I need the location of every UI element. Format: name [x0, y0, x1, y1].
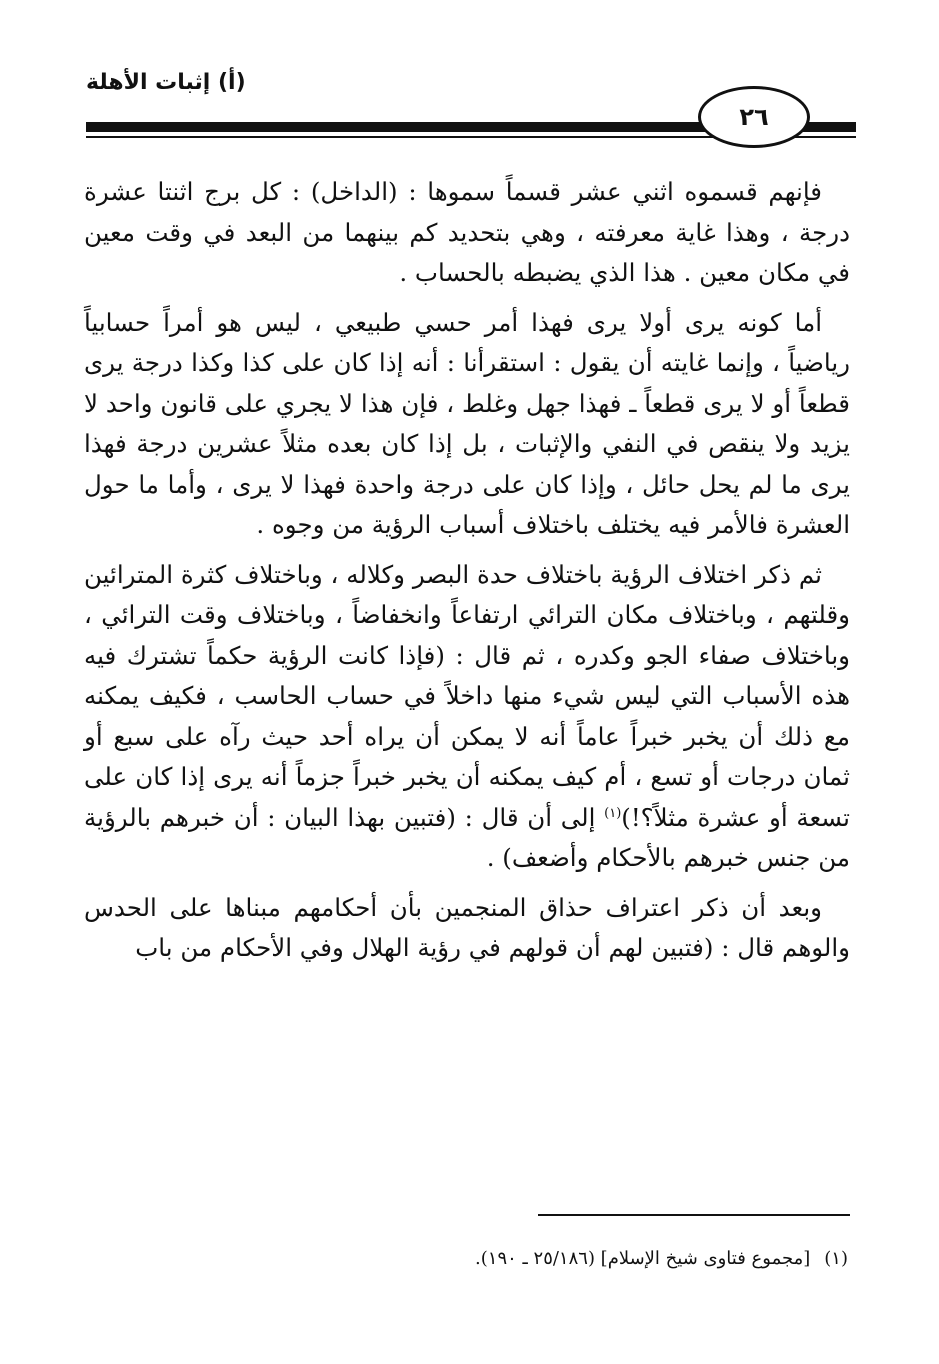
paragraph-1: فإنهم قسموه اثني عشر قسماً سموها : (الداخل) : كل برج اثنتا عشرة درجة ، وهذا غاية معرفته ، وهي بتحديد كم بينهما من البعد في وقت معين في مكان معين . هذا الذي يضبطه بالحساب .: [84, 177, 850, 287]
footnote-reference: (١): [604, 805, 622, 821]
paragraph-4: وبعد أن ذكر اعتراف حذاق المنجمين بأن أحكامهم مبناها على الحدس والوهم قال : (فتبين لهم أن قولهم في رؤية الهلال وفي الأحكام من باب: [84, 892, 850, 962]
paragraph-3-continuation: إلى أن قال : (فتبين بهذا البيان : أن خبرهم بالرؤية من جنس خبرهم بالأحكام وأضعف) .: [84, 802, 850, 872]
paragraph-2: أما كونه يرى أولا يرى فهذا أمر حسي طبيعي ، ليس هو أمراً حسابياً رياضياً ، وإنما غايته أن يقول : استقرأنا : أنه إذا كان على كذا وكذا درجة يرى قطعاً أو لا يرى قطعاً ـ فهذا جهل وغلط ، فإن هذا لا يجري على قانون واحد لا يزيد ولا ينقص في النفي والإثبات ، بل إذا كان بعده مثلاً عشرين درجة فهذا يرى ما لم يحل حائل ، وإذا كان على درجة واحدة فهذا لا يرى ، وأما ما حول العشرة فالأمر فيه يختلف باختلاف أسباب الرؤية من وجوه .: [84, 307, 850, 539]
footnote-marker: (١): [824, 1248, 848, 1269]
footnote-text: [مجموع فتاوى شيخ الإسلام] (٢٥/١٨٦ ـ ١٩٠).: [475, 1248, 811, 1269]
footnote-separator: [538, 1214, 850, 1216]
paragraph-3-text: ثم ذكر اختلاف الرؤية باختلاف حدة البصر وكلاله ، وباختلاف كثرة المترائين وقلتهم ، وباختلاف مكان الترائي ارتفاعاً وانخفاضاً ، وباختلاف وقت الترائي ، وباختلاف صفاء الجو وكدره ، ثم قال : (فإذا كانت الرؤية حكماً تشترك فيه هذه الأسباب التي ليس شيء منها داخلاً في حساب الحاسب ، فكيف يمكنه مع ذلك أن يخبر خبراً عاماً أنه لا يمكن أن يراه أحد حيث رآه على سبع أو ثمان درجات أو تسع ، أم كيف يمكنه أن يخبر خبراً جزماً أنه يرى إذا كان على تسعة أو عشرة مثلاً؟!): [84, 559, 850, 832]
page-number: ٢٦: [698, 86, 810, 148]
footnote: [300, 1246, 848, 1272]
running-header-title: (أ) إثبات الأهلة: [86, 70, 246, 95]
paragraph-3: [84, 555, 850, 879]
body-text: [84, 172, 850, 978]
